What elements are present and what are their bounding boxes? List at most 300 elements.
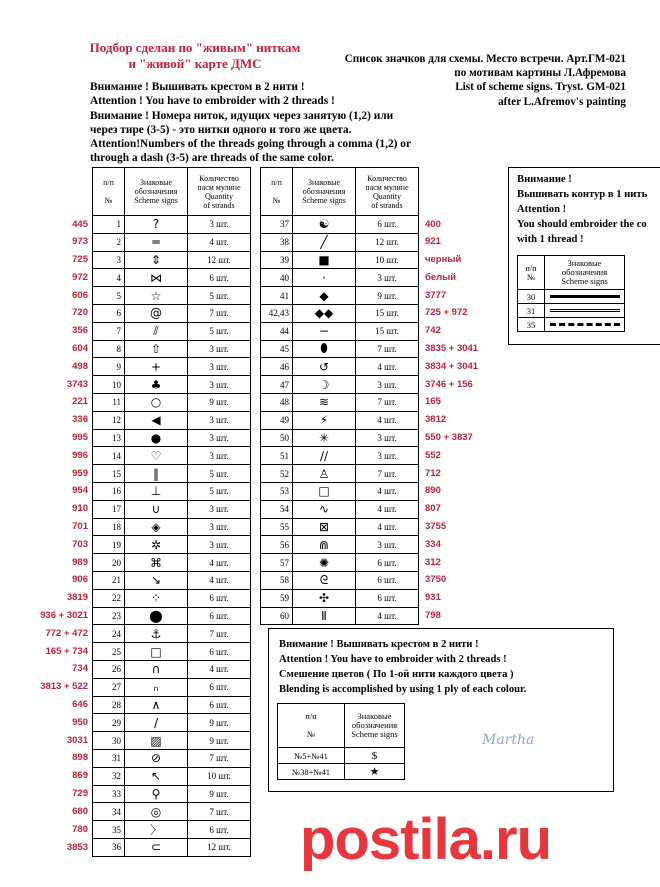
row-number: 53	[261, 482, 293, 500]
scheme-sign: ∧	[125, 696, 188, 714]
strand-quantity: 6 шт.	[188, 589, 251, 607]
row-number: 9	[93, 358, 125, 376]
dmc-color-number: 725	[72, 254, 88, 266]
col-header-sign: Знаковые обозначения Scheme signs	[293, 168, 356, 216]
row-number: 11	[93, 393, 125, 411]
row-number: 29	[93, 714, 125, 732]
row-number: 60	[261, 607, 293, 625]
table-row	[261, 322, 419, 340]
blend-line: Blending is accomplished by using 1 ply of each colour.	[279, 684, 527, 695]
strand-quantity: 9 шт.	[356, 287, 419, 305]
scheme-sign: +	[125, 358, 188, 376]
star-icon: ★	[345, 764, 405, 780]
dmc-color-number: 680	[72, 805, 88, 817]
contour-num: 35	[518, 318, 545, 332]
table-row	[261, 269, 419, 287]
col-header-num: п/п №	[261, 168, 293, 216]
scheme-sign: ⚡	[293, 411, 356, 429]
table-row	[261, 358, 419, 376]
row-number: 52	[261, 465, 293, 483]
contour-line: You should embroider the co	[517, 219, 647, 230]
row-number: 57	[261, 554, 293, 572]
scheme-sign: ⚲	[125, 785, 188, 803]
strand-quantity: 6 шт.	[188, 269, 251, 287]
scheme-sign: ◆◆	[293, 304, 356, 322]
table-row	[93, 304, 251, 322]
strand-quantity: 5 шт.	[188, 287, 251, 305]
title-line-1: Подбор сделан по "живым" ниткам	[89, 40, 301, 55]
scheme-sign: □	[293, 482, 356, 500]
dmc-color-number: 869	[72, 770, 88, 782]
table-row	[261, 589, 419, 607]
table-row	[261, 251, 419, 269]
dmc-color-number: 712	[425, 467, 441, 479]
dmc-color-number: 3755	[425, 521, 447, 533]
strand-quantity: 6 шт.	[356, 571, 419, 589]
dmc-color-number: 312	[425, 556, 441, 568]
row-number: 22	[93, 589, 125, 607]
strand-quantity: 3 шт.	[188, 216, 251, 234]
page-title	[60, 40, 330, 72]
dmc-color-number: 798	[425, 610, 441, 622]
strand-quantity: 3 шт.	[188, 518, 251, 536]
dashed-line-sign	[545, 318, 625, 332]
scheme-sign: ✲	[125, 536, 188, 554]
blend-row	[278, 748, 405, 764]
table-row	[261, 304, 419, 322]
row-number: 56	[261, 536, 293, 554]
table-row	[93, 732, 251, 750]
scheme-sign: ∪	[125, 500, 188, 518]
scheme-sign: ·	[293, 269, 356, 287]
strand-quantity: 7 шт.	[356, 465, 419, 483]
row-number: 58	[261, 571, 293, 589]
row-number: 44	[261, 322, 293, 340]
table-row	[93, 251, 251, 269]
scheme-sign: ✺	[293, 554, 356, 572]
scheme-sign: ☽	[293, 376, 356, 394]
table-row	[93, 839, 251, 857]
dmc-color-number: 701	[72, 521, 88, 533]
sign-table-left	[92, 167, 251, 857]
strand-quantity: 15 шт.	[356, 304, 419, 322]
strand-quantity: 3 шт.	[188, 411, 251, 429]
attention-line: Attention!Numbers of the threads going through a comma (1,2) or	[90, 138, 412, 151]
scheme-sign: ∕∕	[293, 447, 356, 465]
strand-quantity: 4 шт.	[188, 571, 251, 589]
row-number: 5	[93, 287, 125, 305]
row-number: 8	[93, 340, 125, 358]
dmc-color-number: 498	[72, 360, 88, 372]
scheme-sign: ☆	[125, 287, 188, 305]
scheme-sign: ⁘	[125, 589, 188, 607]
row-number: 13	[93, 429, 125, 447]
table-row	[93, 518, 251, 536]
table-row	[93, 678, 251, 696]
scheme-sign: ↘	[125, 571, 188, 589]
scheme-sign: ☯	[293, 216, 356, 234]
row-number: 59	[261, 589, 293, 607]
dmc-color-number: 3031	[66, 734, 88, 746]
scheme-sign: ○	[125, 393, 188, 411]
attention-line: через тире (3-5) - это нитки одного и того же цвета.	[90, 123, 352, 136]
dmc-color-number: 3750	[425, 574, 447, 586]
strand-quantity: 6 шт.	[188, 643, 251, 661]
dmc-color-number: 780	[72, 823, 88, 835]
dmc-color-number: белый	[425, 271, 457, 283]
table-row	[93, 696, 251, 714]
dmc-color-number: 725 + 972	[425, 307, 468, 319]
table-row	[261, 554, 419, 572]
table-row	[93, 482, 251, 500]
dollar-sign-icon: $	[345, 748, 405, 764]
table-row	[93, 660, 251, 678]
col-header-sign: Знаковые обозначения Scheme signs	[345, 704, 405, 748]
strand-quantity: 4 шт.	[356, 607, 419, 625]
row-number: 55	[261, 518, 293, 536]
strand-quantity: 3 шт.	[356, 447, 419, 465]
dmc-color-number: 931	[425, 592, 441, 604]
contour-row	[518, 304, 625, 318]
scheme-sign: ⫽	[125, 322, 188, 340]
strand-quantity: 4 шт.	[356, 482, 419, 500]
strand-quantity: 4 шт.	[188, 554, 251, 572]
header-line-2: по мотивам картины Л.Афремова	[454, 67, 626, 80]
row-number: 3	[93, 251, 125, 269]
scheme-sign: ∿	[293, 500, 356, 518]
row-number: 15	[93, 465, 125, 483]
dmc-color-number: 996	[72, 449, 88, 461]
row-number: 49	[261, 411, 293, 429]
row-number: 23	[93, 607, 125, 625]
row-number: 18	[93, 518, 125, 536]
row-number: 39	[261, 251, 293, 269]
col-header-qty: Количество пасм мулине Quantity of strands	[188, 168, 251, 216]
row-number: 48	[261, 393, 293, 411]
dmc-color-number: 729	[72, 788, 88, 799]
col-header-num: п/п №	[278, 704, 345, 748]
scheme-sign: ♡	[125, 447, 188, 465]
dmc-color-number: 703	[72, 538, 88, 550]
strand-quantity: 3 шт.	[188, 447, 251, 465]
table-row	[93, 607, 251, 625]
table-row	[261, 233, 419, 251]
strand-quantity: 9 шт.	[188, 393, 251, 411]
table-row	[93, 500, 251, 518]
table-row	[93, 536, 251, 554]
row-number: 12	[93, 411, 125, 429]
dmc-color-number: 3813 + 522	[40, 681, 88, 693]
contour-line: with 1 thread !	[517, 234, 584, 245]
contour-line: Вышивать контур в 1 нить	[517, 189, 648, 200]
dmc-color-number: 550 + 3837	[425, 432, 473, 444]
signature: Martha	[482, 732, 535, 748]
row-number: 33	[93, 785, 125, 803]
attention-line: Внимание ! Вышивать крестом в 2 нити !	[90, 81, 305, 93]
attention-block	[90, 80, 411, 166]
scheme-sign: ⊘	[125, 749, 188, 767]
dmc-color-number: 165 + 734	[45, 645, 88, 657]
row-number: 10	[93, 376, 125, 394]
dmc-color-number: 954	[72, 485, 88, 497]
strand-quantity: 3 шт.	[188, 536, 251, 554]
dmc-color-number: 445	[72, 218, 88, 230]
dmc-color-number: 936 + 3021	[40, 610, 88, 622]
row-number: 47	[261, 376, 293, 394]
attention-line: Внимание ! Номера ниток, идущих через занятую (1,2) или	[90, 109, 394, 122]
attention-line: through a dash (3-5) are threads of the same color.	[90, 152, 334, 165]
strand-quantity: 10 шт.	[188, 767, 251, 785]
row-number: 16	[93, 482, 125, 500]
row-number: 20	[93, 554, 125, 572]
table-row	[93, 233, 251, 251]
strand-quantity: 12 шт.	[356, 233, 419, 251]
scheme-sign: ≋	[293, 393, 356, 411]
strand-quantity: 4 шт.	[356, 411, 419, 429]
strand-quantity: 4 шт.	[356, 358, 419, 376]
strand-quantity: 3 шт.	[356, 376, 419, 394]
blend-table	[277, 703, 405, 780]
header-line-3: List of scheme signs. Tryst. GM-021	[455, 81, 626, 94]
row-number: 17	[93, 500, 125, 518]
table-row	[261, 500, 419, 518]
table-row	[93, 429, 251, 447]
table-row	[261, 536, 419, 554]
table-row	[93, 376, 251, 394]
row-number: 51	[261, 447, 293, 465]
strand-quantity: 6 шт.	[188, 821, 251, 839]
scheme-sign: ⋒	[293, 536, 356, 554]
scheme-sign: 〉	[125, 821, 188, 839]
strand-quantity: 9 шт.	[188, 732, 251, 750]
row-number: 38	[261, 233, 293, 251]
strand-quantity: 10 шт.	[356, 251, 419, 269]
dmc-color-number: 3746 + 156	[425, 378, 473, 390]
table-row	[93, 714, 251, 732]
col-header-num: п/п №	[518, 256, 545, 290]
table-row	[93, 821, 251, 839]
row-number: 34	[93, 803, 125, 821]
scheme-sign: ₙ	[125, 678, 188, 696]
dmc-color-number: 400	[425, 218, 441, 230]
row-number: 31	[93, 749, 125, 767]
blend-line: Смешение цветов ( По 1-ой нити каждого цвета )	[279, 669, 514, 680]
blend-line: Attention ! You have to embroider with 2 threads !	[279, 654, 507, 665]
table-row	[93, 571, 251, 589]
contour-row	[518, 318, 625, 332]
title-line-2: и "живой" карте ДМС	[128, 56, 262, 71]
table-row	[93, 465, 251, 483]
dmc-color-number: 972	[72, 271, 88, 283]
scheme-sign: ◈	[125, 518, 188, 536]
strand-quantity: 6 шт.	[356, 554, 419, 572]
table-row	[261, 447, 419, 465]
scheme-sign: ⇧	[125, 340, 188, 358]
dmc-color-number: 3835 + 3041	[425, 343, 479, 355]
dmc-color-number: 606	[72, 289, 88, 301]
strand-quantity: 3 шт.	[188, 376, 251, 394]
row-number: 1	[93, 216, 125, 234]
strand-quantity: 3 шт.	[188, 429, 251, 447]
attention-line: Attention ! You have to embroider with 2 threads !	[90, 95, 335, 108]
strand-quantity: 3 шт.	[188, 500, 251, 518]
scheme-sign: ⊥	[125, 482, 188, 500]
scheme-sign: ᘓ	[293, 571, 356, 589]
strand-quantity: 9 шт.	[188, 714, 251, 732]
row-number: 54	[261, 500, 293, 518]
scheme-sign: Ⅱ	[293, 607, 356, 625]
strand-quantity: 3 шт.	[356, 536, 419, 554]
table-row	[261, 429, 419, 447]
strand-quantity: 12 шт.	[188, 251, 251, 269]
scheme-sign: □	[125, 643, 188, 661]
dmc-color-number: 720	[72, 307, 88, 319]
scheme-sign: ⬮	[293, 340, 356, 358]
row-number: 28	[93, 696, 125, 714]
row-number: 46	[261, 358, 293, 376]
strand-quantity: 5 шт.	[188, 482, 251, 500]
scheme-sign: ‖	[125, 465, 188, 483]
scheme-sign: ✳	[293, 429, 356, 447]
table-row	[93, 643, 251, 661]
dmc-color-number: 3819	[66, 592, 88, 604]
dmc-color-number: черный	[425, 254, 462, 266]
strand-quantity: 4 шт.	[188, 660, 251, 678]
strand-quantity: 3 шт.	[188, 358, 251, 376]
strand-quantity: 7 шт.	[188, 749, 251, 767]
dmc-color-number: 3834 + 3041	[425, 360, 479, 372]
scheme-sign: ═	[125, 233, 188, 251]
scheme-sign: −	[293, 322, 356, 340]
dmc-color-number: 989	[72, 556, 88, 568]
dmc-color-number: 973	[72, 236, 88, 248]
strand-quantity: 6 шт.	[188, 696, 251, 714]
table-row	[93, 625, 251, 643]
row-number: 26	[93, 660, 125, 678]
dmc-color-number: 221	[72, 396, 88, 408]
contour-box	[508, 167, 660, 345]
table-row	[93, 803, 251, 821]
strand-quantity: 5 шт.	[188, 322, 251, 340]
table-row	[261, 518, 419, 536]
strand-quantity: 15 шт.	[356, 322, 419, 340]
strand-quantity: 7 шт.	[188, 803, 251, 821]
table-row	[261, 411, 419, 429]
contour-table	[517, 255, 625, 332]
table-row	[261, 376, 419, 394]
row-number: 7	[93, 322, 125, 340]
table-row	[93, 358, 251, 376]
row-number: 27	[93, 678, 125, 696]
scheme-sign: ♣	[125, 376, 188, 394]
dmc-color-number: 734	[72, 663, 88, 675]
scheme-sign: ◀	[125, 411, 188, 429]
table-row	[261, 216, 419, 234]
dmc-color-number: 3777	[425, 289, 447, 301]
scheme-sign: ↺	[293, 358, 356, 376]
table-row	[93, 589, 251, 607]
strand-quantity: 6 шт.	[188, 607, 251, 625]
row-number: 25	[93, 643, 125, 661]
dmc-color-number: 906	[72, 574, 88, 586]
scheme-sign: ⚓	[125, 625, 188, 643]
scheme-sign: ∩	[125, 660, 188, 678]
scheme-sign: ↖	[125, 767, 188, 785]
col-header-sign: Знаковые обозначения Scheme signs	[545, 256, 625, 290]
row-number: 32	[93, 767, 125, 785]
table-row	[93, 269, 251, 287]
row-number: 30	[93, 732, 125, 750]
scheme-sign: ▨	[125, 732, 188, 750]
row-number: 45	[261, 340, 293, 358]
strand-quantity: 4 шт.	[356, 500, 419, 518]
col-header-num: п/п №	[93, 168, 125, 216]
dmc-color-number: 336	[72, 414, 88, 426]
dmc-color-number: 772 + 472	[45, 627, 88, 639]
col-header-qty: Количество пасм мулине Quantity of strands	[356, 168, 419, 216]
scheme-sign: ⬤	[125, 607, 188, 625]
scheme-sign: ╱	[293, 233, 356, 251]
scheme-sign: ⌘	[125, 554, 188, 572]
dmc-color-number: 552	[425, 449, 441, 461]
table-row	[93, 393, 251, 411]
strand-quantity: 7 шт.	[356, 393, 419, 411]
table-row	[93, 287, 251, 305]
header-line-1: Список значков для схемы. Место встречи. Арт.ГМ-021	[344, 53, 626, 65]
scheme-sign: ?	[125, 216, 188, 234]
dmc-color-number: 3812	[425, 414, 447, 426]
scheme-sign: ⊠	[293, 518, 356, 536]
table-row	[93, 749, 251, 767]
scheme-sign: /	[125, 714, 188, 732]
dmc-color-number: 604	[72, 343, 88, 355]
blend-num: №38+№41	[278, 764, 345, 780]
strand-quantity: 12 шт.	[188, 839, 251, 857]
scheme-sign: ◎	[125, 803, 188, 821]
scheme-sign: ◆	[293, 287, 356, 305]
col-header-sign: Знаковые обозначения Scheme signs	[125, 168, 188, 216]
table-row	[93, 767, 251, 785]
strand-quantity: 3 шт.	[356, 269, 419, 287]
row-number: 42,43	[261, 304, 293, 322]
contour-line: Attention !	[517, 204, 567, 215]
strand-quantity: 6 шт.	[356, 589, 419, 607]
strand-quantity: 7 шт.	[356, 340, 419, 358]
scheme-sign: ✣	[293, 589, 356, 607]
scheme-sign: ■	[293, 251, 356, 269]
table-row	[261, 287, 419, 305]
header-line-4: after L.Afremov's painting	[498, 95, 626, 108]
dmc-color-number: 910	[72, 503, 88, 515]
dmc-color-number: 995	[72, 432, 88, 444]
scheme-sign: ⋈	[125, 269, 188, 287]
row-number: 37	[261, 216, 293, 234]
row-number: 19	[93, 536, 125, 554]
thick-line-sign	[545, 290, 625, 304]
strand-quantity: 4 шт.	[188, 233, 251, 251]
row-number: 36	[93, 839, 125, 857]
scheme-sign: ⇕	[125, 251, 188, 269]
table-row	[261, 482, 419, 500]
dmc-color-number: 742	[425, 325, 441, 337]
scheme-sign: ⊂	[125, 839, 188, 857]
dmc-color-number: 898	[72, 752, 88, 764]
strand-quantity: 7 шт.	[188, 304, 251, 322]
contour-num: 31	[518, 304, 545, 318]
row-number: 24	[93, 625, 125, 643]
strand-quantity: 3 шт.	[356, 429, 419, 447]
strand-quantity: 7 шт.	[188, 625, 251, 643]
